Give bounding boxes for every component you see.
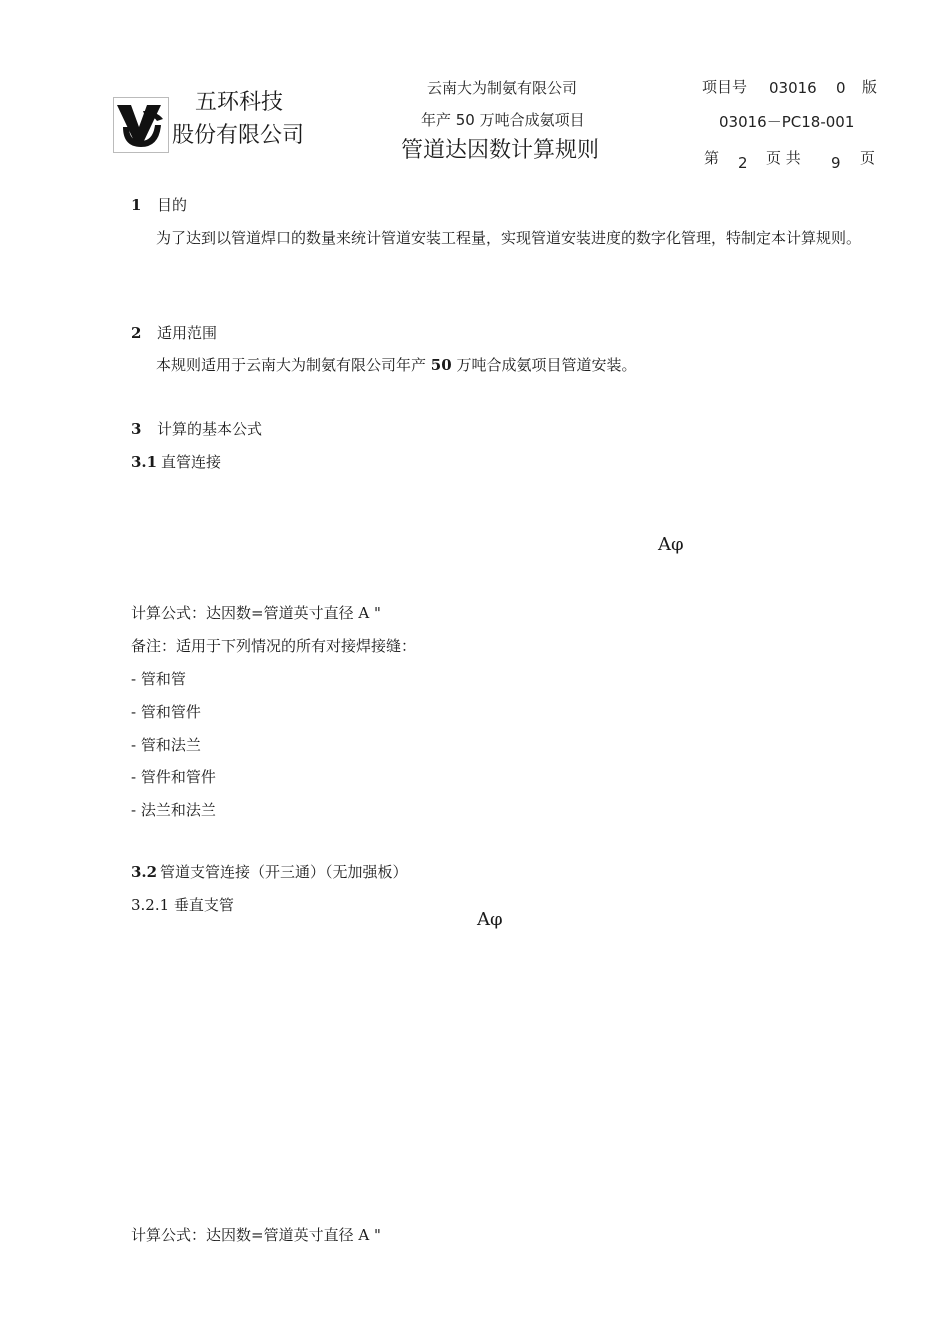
section-3-2-number: 3.2 <box>131 863 158 881</box>
section-3-2-title: 管道支管连接（开三通）（无加强板） <box>160 863 408 881</box>
page-label-post: 页 <box>860 149 876 167</box>
project-no: 03016 <box>769 79 817 97</box>
section-2-text-b: 万吨合成氨项目管道安装。 <box>456 356 637 374</box>
company-logo <box>113 97 169 153</box>
section-1-title: 目的 <box>157 196 188 214</box>
page-current: 2 <box>738 154 748 172</box>
company-name-line1: 五环科技 <box>195 90 284 115</box>
list-item: - 法兰和法兰 <box>131 801 216 819</box>
page-label-mid: 页 共 <box>766 149 801 167</box>
section-2-text <box>156 354 636 376</box>
revision-number: 0 <box>836 79 846 97</box>
list-item: - 管和管件 <box>131 703 201 721</box>
section-3-1-number: 3.1 <box>131 453 158 471</box>
page-label-pre: 第 <box>704 149 720 167</box>
project-name: 年产 50 万吨合成氨项目 <box>421 111 585 129</box>
page-total: 9 <box>831 154 841 172</box>
company-name-line2: 股份有限公司 <box>172 123 305 148</box>
section-3-2-1-symbol: Aφ <box>477 909 503 930</box>
revision-label: 版 <box>862 78 878 96</box>
section-1-number: 1 <box>131 196 142 214</box>
list-item: - 管和法兰 <box>131 736 201 754</box>
section-3-1-note: 备注：适用于下列情况的所有对接焊接缝： <box>131 637 417 655</box>
project-no-label: 项目号 <box>702 78 748 96</box>
section-3-1-formula: 计算公式：达因数=管道英寸直径 A " <box>131 604 381 622</box>
section-3-title: 计算的基本公式 <box>157 420 263 438</box>
section-3-2-1-formula: 计算公式：达因数=管道英寸直径 A " <box>131 1226 381 1244</box>
section-2-text-number: 50 <box>430 356 452 374</box>
section-1-text: 为了达到以管道焊口的数量来统计管道安装工程量，实现管道安装进度的数字化管理，特制定本计算规则。 <box>156 229 862 247</box>
list-item: - 管件和管件 <box>131 768 216 786</box>
list-item: - 管和管 <box>131 670 186 688</box>
section-3-number: 3 <box>131 420 142 438</box>
section-3-1-symbol: Aφ <box>658 534 684 555</box>
section-2-number: 2 <box>131 324 142 342</box>
document-title: 管道达因数计算规则 <box>401 138 600 163</box>
section-3-1-title: 直管连接 <box>161 453 222 471</box>
section-3-2-1-title: 3.2.1 垂直支管 <box>131 896 234 914</box>
section-2-title: 适用范围 <box>157 324 218 342</box>
section-2-text-a: 本规则适用于云南大为制氨有限公司年产 <box>156 356 427 374</box>
client-name: 云南大为制氨有限公司 <box>427 79 578 97</box>
document-number: 03016－PC18-001 <box>719 113 855 131</box>
